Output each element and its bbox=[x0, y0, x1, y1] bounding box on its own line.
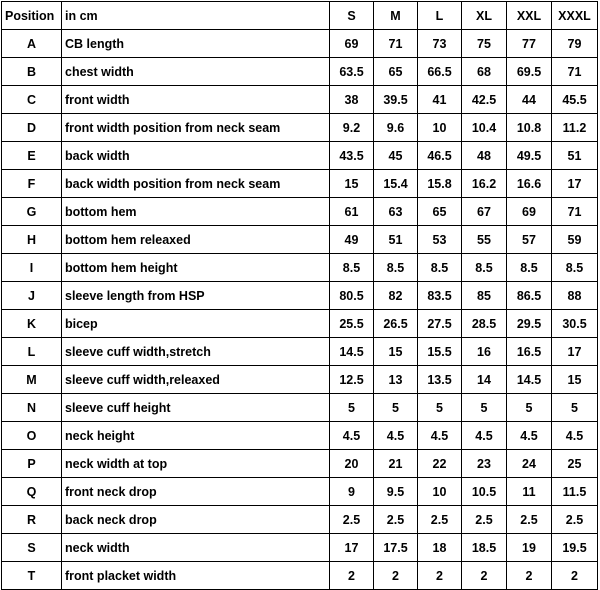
size-value-xxl: 69 bbox=[507, 198, 552, 226]
row-description: front placket width bbox=[62, 562, 330, 590]
table-row bbox=[2, 478, 598, 506]
table-row bbox=[2, 226, 598, 254]
size-value-xxxl: 71 bbox=[552, 198, 598, 226]
row-description: neck height bbox=[62, 422, 330, 450]
size-value-m: 15.4 bbox=[374, 170, 418, 198]
size-value-xxxl: 59 bbox=[552, 226, 598, 254]
table-row bbox=[2, 30, 598, 58]
size-value-s: 4.5 bbox=[330, 422, 374, 450]
size-value-m: 8.5 bbox=[374, 254, 418, 282]
size-value-xl: 4.5 bbox=[462, 422, 507, 450]
size-value-l: 10 bbox=[418, 478, 462, 506]
size-value-m: 5 bbox=[374, 394, 418, 422]
size-value-xxl: 5 bbox=[507, 394, 552, 422]
size-value-xxxl: 4.5 bbox=[552, 422, 598, 450]
size-value-xxl: 14.5 bbox=[507, 366, 552, 394]
table-row bbox=[2, 58, 598, 86]
size-value-m: 82 bbox=[374, 282, 418, 310]
size-value-m: 21 bbox=[374, 450, 418, 478]
row-description: back width position from neck seam bbox=[62, 170, 330, 198]
size-value-xl: 10.4 bbox=[462, 114, 507, 142]
header-row bbox=[2, 2, 598, 30]
row-description: back width bbox=[62, 142, 330, 170]
table-row bbox=[2, 534, 598, 562]
size-value-xxl: 2.5 bbox=[507, 506, 552, 534]
row-position: N bbox=[2, 394, 62, 422]
size-value-xxxl: 51 bbox=[552, 142, 598, 170]
size-value-s: 5 bbox=[330, 394, 374, 422]
size-value-m: 65 bbox=[374, 58, 418, 86]
size-value-l: 65 bbox=[418, 198, 462, 226]
size-value-xl: 2 bbox=[462, 562, 507, 590]
row-position: I bbox=[2, 254, 62, 282]
row-position: E bbox=[2, 142, 62, 170]
row-position: K bbox=[2, 310, 62, 338]
size-value-s: 15 bbox=[330, 170, 374, 198]
size-value-m: 63 bbox=[374, 198, 418, 226]
size-value-s: 25.5 bbox=[330, 310, 374, 338]
row-position: S bbox=[2, 534, 62, 562]
row-position: Q bbox=[2, 478, 62, 506]
size-value-xxxl: 19.5 bbox=[552, 534, 598, 562]
size-value-xxl: 2 bbox=[507, 562, 552, 590]
size-value-m: 39.5 bbox=[374, 86, 418, 114]
size-value-xl: 5 bbox=[462, 394, 507, 422]
size-value-xxl: 24 bbox=[507, 450, 552, 478]
size-value-m: 15 bbox=[374, 338, 418, 366]
row-position: C bbox=[2, 86, 62, 114]
size-value-s: 49 bbox=[330, 226, 374, 254]
row-description: sleeve length from HSP bbox=[62, 282, 330, 310]
size-value-l: 22 bbox=[418, 450, 462, 478]
table-row bbox=[2, 114, 598, 142]
header-size-xxxl: XXXL bbox=[552, 2, 598, 30]
row-position: D bbox=[2, 114, 62, 142]
size-value-xxl: 10.8 bbox=[507, 114, 552, 142]
size-value-l: 27.5 bbox=[418, 310, 462, 338]
row-position: J bbox=[2, 282, 62, 310]
size-value-l: 53 bbox=[418, 226, 462, 254]
size-value-xxl: 49.5 bbox=[507, 142, 552, 170]
table-row bbox=[2, 338, 598, 366]
size-value-l: 18 bbox=[418, 534, 462, 562]
size-value-xxl: 77 bbox=[507, 30, 552, 58]
size-value-xxxl: 30.5 bbox=[552, 310, 598, 338]
size-value-l: 8.5 bbox=[418, 254, 462, 282]
size-value-s: 9 bbox=[330, 478, 374, 506]
size-value-s: 2 bbox=[330, 562, 374, 590]
size-value-l: 4.5 bbox=[418, 422, 462, 450]
row-position: G bbox=[2, 198, 62, 226]
header-unit: in cm bbox=[62, 2, 330, 30]
size-value-xl: 68 bbox=[462, 58, 507, 86]
table-row bbox=[2, 282, 598, 310]
size-value-s: 14.5 bbox=[330, 338, 374, 366]
size-value-xxxl: 71 bbox=[552, 58, 598, 86]
table-row bbox=[2, 366, 598, 394]
size-value-m: 9.5 bbox=[374, 478, 418, 506]
size-value-xl: 48 bbox=[462, 142, 507, 170]
header-size-m: M bbox=[374, 2, 418, 30]
row-description: neck width bbox=[62, 534, 330, 562]
row-description: sleeve cuff width,releaxed bbox=[62, 366, 330, 394]
size-value-l: 46.5 bbox=[418, 142, 462, 170]
size-value-xxxl: 17 bbox=[552, 338, 598, 366]
size-value-xl: 10.5 bbox=[462, 478, 507, 506]
size-value-xl: 55 bbox=[462, 226, 507, 254]
size-value-xxxl: 88 bbox=[552, 282, 598, 310]
row-description: CB length bbox=[62, 30, 330, 58]
row-description: chest width bbox=[62, 58, 330, 86]
size-value-xxl: 11 bbox=[507, 478, 552, 506]
size-value-s: 69 bbox=[330, 30, 374, 58]
size-value-m: 26.5 bbox=[374, 310, 418, 338]
table-row bbox=[2, 198, 598, 226]
row-position: M bbox=[2, 366, 62, 394]
size-value-m: 45 bbox=[374, 142, 418, 170]
row-position: L bbox=[2, 338, 62, 366]
table-row bbox=[2, 394, 598, 422]
header-size-s: S bbox=[330, 2, 374, 30]
size-value-s: 80.5 bbox=[330, 282, 374, 310]
size-value-xxl: 69.5 bbox=[507, 58, 552, 86]
size-value-xxl: 57 bbox=[507, 226, 552, 254]
size-value-xxxl: 17 bbox=[552, 170, 598, 198]
size-value-m: 51 bbox=[374, 226, 418, 254]
size-value-s: 63.5 bbox=[330, 58, 374, 86]
row-description: bicep bbox=[62, 310, 330, 338]
row-position: T bbox=[2, 562, 62, 590]
size-value-xl: 2.5 bbox=[462, 506, 507, 534]
size-value-xxl: 4.5 bbox=[507, 422, 552, 450]
size-value-xxxl: 8.5 bbox=[552, 254, 598, 282]
size-value-xxxl: 15 bbox=[552, 366, 598, 394]
size-value-m: 2 bbox=[374, 562, 418, 590]
row-position: R bbox=[2, 506, 62, 534]
size-value-xl: 16 bbox=[462, 338, 507, 366]
table-row bbox=[2, 86, 598, 114]
size-value-xxl: 16.5 bbox=[507, 338, 552, 366]
size-value-xxl: 16.6 bbox=[507, 170, 552, 198]
row-position: P bbox=[2, 450, 62, 478]
table-row bbox=[2, 422, 598, 450]
row-description: front width bbox=[62, 86, 330, 114]
size-value-xl: 75 bbox=[462, 30, 507, 58]
row-description: neck width at top bbox=[62, 450, 330, 478]
table-row bbox=[2, 562, 598, 590]
size-value-s: 38 bbox=[330, 86, 374, 114]
size-value-xxl: 86.5 bbox=[507, 282, 552, 310]
size-value-l: 15.5 bbox=[418, 338, 462, 366]
header-size-l: L bbox=[418, 2, 462, 30]
size-value-l: 13.5 bbox=[418, 366, 462, 394]
row-description: bottom hem bbox=[62, 198, 330, 226]
size-value-xxl: 44 bbox=[507, 86, 552, 114]
row-description: sleeve cuff height bbox=[62, 394, 330, 422]
size-value-xxxl: 11.5 bbox=[552, 478, 598, 506]
size-value-l: 41 bbox=[418, 86, 462, 114]
size-value-xxxl: 11.2 bbox=[552, 114, 598, 142]
row-position: O bbox=[2, 422, 62, 450]
row-position: B bbox=[2, 58, 62, 86]
size-value-s: 17 bbox=[330, 534, 374, 562]
size-table bbox=[1, 1, 598, 590]
row-description: back neck drop bbox=[62, 506, 330, 534]
size-value-m: 13 bbox=[374, 366, 418, 394]
size-value-s: 43.5 bbox=[330, 142, 374, 170]
size-value-m: 17.5 bbox=[374, 534, 418, 562]
table-row bbox=[2, 170, 598, 198]
size-value-xl: 23 bbox=[462, 450, 507, 478]
size-value-xxxl: 79 bbox=[552, 30, 598, 58]
row-description: bottom hem height bbox=[62, 254, 330, 282]
size-value-s: 8.5 bbox=[330, 254, 374, 282]
size-value-s: 20 bbox=[330, 450, 374, 478]
size-value-l: 73 bbox=[418, 30, 462, 58]
row-description: bottom hem releaxed bbox=[62, 226, 330, 254]
size-value-l: 83.5 bbox=[418, 282, 462, 310]
table-body bbox=[2, 30, 598, 590]
size-value-xxxl: 25 bbox=[552, 450, 598, 478]
row-position: F bbox=[2, 170, 62, 198]
size-value-xxxl: 5 bbox=[552, 394, 598, 422]
size-value-xl: 18.5 bbox=[462, 534, 507, 562]
row-position: A bbox=[2, 30, 62, 58]
row-description: sleeve cuff width,stretch bbox=[62, 338, 330, 366]
header-size-xxl: XXL bbox=[507, 2, 552, 30]
size-value-xxl: 8.5 bbox=[507, 254, 552, 282]
size-value-l: 15.8 bbox=[418, 170, 462, 198]
size-value-xl: 14 bbox=[462, 366, 507, 394]
size-value-xl: 28.5 bbox=[462, 310, 507, 338]
size-value-l: 2.5 bbox=[418, 506, 462, 534]
size-value-m: 4.5 bbox=[374, 422, 418, 450]
size-value-xxxl: 2 bbox=[552, 562, 598, 590]
header-position: Position bbox=[2, 2, 62, 30]
size-value-m: 9.6 bbox=[374, 114, 418, 142]
size-value-l: 66.5 bbox=[418, 58, 462, 86]
size-value-s: 9.2 bbox=[330, 114, 374, 142]
size-value-xxxl: 2.5 bbox=[552, 506, 598, 534]
table-row bbox=[2, 254, 598, 282]
size-value-l: 10 bbox=[418, 114, 462, 142]
size-value-s: 12.5 bbox=[330, 366, 374, 394]
row-position: H bbox=[2, 226, 62, 254]
size-value-xxl: 29.5 bbox=[507, 310, 552, 338]
row-description: front neck drop bbox=[62, 478, 330, 506]
size-value-l: 2 bbox=[418, 562, 462, 590]
size-value-xl: 85 bbox=[462, 282, 507, 310]
size-value-xxxl: 45.5 bbox=[552, 86, 598, 114]
table-row bbox=[2, 450, 598, 478]
size-value-xl: 42.5 bbox=[462, 86, 507, 114]
table-row bbox=[2, 506, 598, 534]
size-value-m: 71 bbox=[374, 30, 418, 58]
size-value-xl: 16.2 bbox=[462, 170, 507, 198]
size-value-m: 2.5 bbox=[374, 506, 418, 534]
row-description: front width position from neck seam bbox=[62, 114, 330, 142]
table-row bbox=[2, 310, 598, 338]
table-row bbox=[2, 142, 598, 170]
size-value-xxl: 19 bbox=[507, 534, 552, 562]
header-size-xl: XL bbox=[462, 2, 507, 30]
size-value-xl: 67 bbox=[462, 198, 507, 226]
size-value-l: 5 bbox=[418, 394, 462, 422]
size-value-s: 2.5 bbox=[330, 506, 374, 534]
size-value-xl: 8.5 bbox=[462, 254, 507, 282]
size-value-s: 61 bbox=[330, 198, 374, 226]
